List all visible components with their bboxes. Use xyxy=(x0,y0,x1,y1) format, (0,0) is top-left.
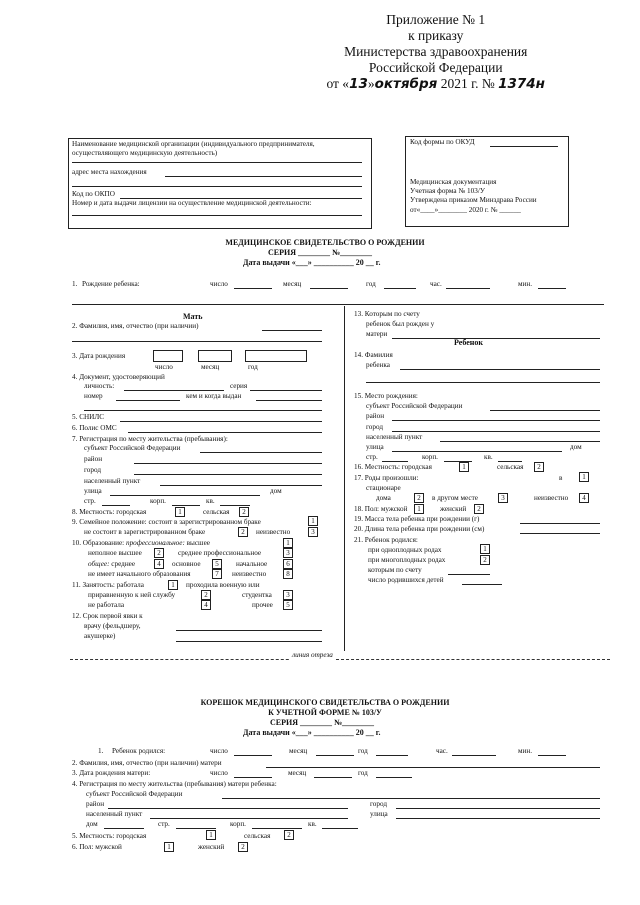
emp-notworking-box[interactable]: 4 xyxy=(201,600,211,610)
mother-name-line-2[interactable] xyxy=(72,341,322,342)
stub-s3-day-label: число xyxy=(210,769,228,777)
children-count-line[interactable] xyxy=(462,584,502,585)
child-i13-label: 13. Которым по счету xyxy=(354,310,420,318)
oms-line[interactable] xyxy=(128,432,322,433)
section-divider xyxy=(72,304,604,305)
stub-s3-year-label: год xyxy=(358,769,368,777)
mother-birth-year-label: год xyxy=(248,363,258,371)
mother-doc-type-line[interactable] xyxy=(124,390,224,391)
first-visit-line-2[interactable] xyxy=(176,641,322,642)
stub-rural-box[interactable]: 2 xyxy=(284,830,294,840)
stub-s5-label: 5. Местность: городская xyxy=(72,832,147,840)
child-i13-label-3: матери xyxy=(366,330,388,338)
mother-doc-series-label: серия xyxy=(230,382,248,390)
birth-min-label: мин. xyxy=(518,280,533,288)
marital-unknown-label: неизвестно xyxy=(256,528,291,536)
mother-apt-line[interactable] xyxy=(220,505,250,506)
first-visit-line[interactable] xyxy=(176,630,322,631)
org-name-line[interactable] xyxy=(72,162,362,163)
org-address-line-2[interactable] xyxy=(72,186,362,187)
child-locality-label: населенный пункт xyxy=(366,433,423,441)
stub-s3-month-line[interactable] xyxy=(314,777,352,778)
multiple-birth-label: при многоплодных родах xyxy=(368,556,446,564)
mother-doc-issued-label: кем и когда выдан xyxy=(186,392,242,400)
child-i15-label: 15. Место рождения: xyxy=(354,392,418,400)
child-district-label: район xyxy=(366,412,385,420)
child-i18-label: 18. Пол: мужской xyxy=(354,505,408,513)
mother-i7-label: 7. Регистрация по месту жительства (пребывания): xyxy=(72,435,228,443)
mother-i3-label: 3. Дата рождения xyxy=(72,352,126,360)
stub-month-label: месяц xyxy=(289,747,308,755)
stub-issue-date: Дата выдачи «___» __________ 20 __ г. xyxy=(243,728,381,737)
stub-korp-label: корп. xyxy=(230,820,246,828)
stub-district-label: район xyxy=(86,800,105,808)
child-apt-line[interactable] xyxy=(498,461,522,462)
birth-hour-line[interactable] xyxy=(446,288,490,289)
child-urban-box[interactable]: 1 xyxy=(459,462,469,472)
child-surname-line[interactable] xyxy=(400,369,600,370)
edu-incomplete-box[interactable]: 2 xyxy=(154,548,164,558)
emp-other-box[interactable]: 5 xyxy=(283,600,293,610)
edu-general-row: общее: среднее xyxy=(88,560,136,568)
married-box[interactable]: 1 xyxy=(308,516,318,526)
delivery-home-box[interactable]: 2 xyxy=(414,493,424,503)
birth-row-label: Рождение ребенка: xyxy=(82,280,140,288)
mother-birth-year-cells[interactable] xyxy=(245,350,307,362)
child-street-label: улица xyxy=(366,443,384,451)
edu-secondary-prof-label: среднее профессиональное xyxy=(178,549,262,557)
child-rural-label: сельская xyxy=(497,463,524,471)
multiple-birth-box[interactable]: 2 xyxy=(480,555,490,565)
child-i14-label-2: ребенка xyxy=(366,361,390,369)
stub-series: СЕРИЯ ________ №________ xyxy=(270,718,375,727)
child-i17-label: 17. Роды произошли: xyxy=(354,474,419,482)
delivery-hospital-label: стационаре xyxy=(366,484,401,492)
mother-i8-label: 8. Местность: городская xyxy=(72,508,147,516)
edu-incomplete-label: неполное высшее xyxy=(88,549,142,557)
mother-korp-line[interactable] xyxy=(172,505,200,506)
delivery-home-label: дома xyxy=(376,494,391,502)
child-rural-box[interactable]: 2 xyxy=(534,462,544,472)
child-i14-label: 14. Фамилия xyxy=(354,351,393,359)
license-label: Номер и дата выдачи лицензии на осуществление медицинской деятельности: xyxy=(72,199,312,207)
edu-secondary-prof-box[interactable]: 3 xyxy=(283,548,293,558)
stub-female-box[interactable]: 2 xyxy=(238,842,248,852)
mother-locality-line[interactable] xyxy=(160,485,322,486)
birth-order-line[interactable] xyxy=(392,338,600,339)
edu-primary-label: начальное xyxy=(236,560,268,568)
approval-line4: Российской Федерации xyxy=(368,60,503,75)
edu-secondary-box[interactable]: 4 xyxy=(154,559,164,569)
sex-female-box[interactable]: 2 xyxy=(474,504,484,514)
single-birth-label: при одноплодных родах xyxy=(368,546,442,554)
approval-date: от «13»октября 2021 г. № 1374н xyxy=(326,76,545,92)
stub-s3-day-line[interactable] xyxy=(234,777,272,778)
mother-locality-label: населенный пункт xyxy=(84,477,141,485)
license-line[interactable] xyxy=(72,215,362,216)
stub-urban-box[interactable]: 1 xyxy=(206,830,216,840)
mother-subject-line[interactable] xyxy=(200,452,322,453)
mother-i5-label: 5. СНИЛС xyxy=(72,413,105,421)
cert-issue-date: Дата выдачи «___» __________ 20 __ г. xyxy=(243,258,381,267)
mother-building-label: стр. xyxy=(84,497,96,505)
child-building-label: стр. xyxy=(366,453,378,461)
birth-min-line[interactable] xyxy=(538,288,566,289)
mother-i10-label: 10. Образование: профессиональное: высшее xyxy=(72,539,210,547)
mother-name-line[interactable] xyxy=(262,330,322,331)
mother-district-line[interactable] xyxy=(134,463,322,464)
org-address-label: адрес места нахождения xyxy=(72,168,147,176)
mother-street-line[interactable] xyxy=(110,495,260,496)
stub-hour-label: час. xyxy=(436,747,448,755)
okud-line[interactable] xyxy=(490,146,558,147)
handwritten-month: октября xyxy=(374,76,438,92)
stub-hour-line[interactable] xyxy=(452,755,496,756)
child-apt-label: кв. xyxy=(484,453,493,461)
stub-female-label: женский xyxy=(198,843,225,851)
stub-street-line[interactable] xyxy=(396,818,600,819)
single-birth-box[interactable]: 1 xyxy=(480,544,490,554)
column-divider xyxy=(344,306,345,651)
edu-none-label: не имеет начального образования xyxy=(88,570,191,578)
delivery-unknown-label: неизвестно xyxy=(534,494,569,502)
emp-student-label: студентка xyxy=(242,591,272,599)
delivery-unknown-box[interactable]: 4 xyxy=(579,493,589,503)
child-subject-label: субъект Российской Федерации xyxy=(366,402,463,410)
mother-doc-number-label: номер xyxy=(84,392,103,400)
stub-s1-num: 1. xyxy=(98,747,104,755)
mother-i6-label: 6. Полис ОМС xyxy=(72,424,117,432)
birth-number-label: которым по счету xyxy=(368,566,422,574)
stub-rural-label: сельская xyxy=(244,832,271,840)
doc-line-1: Медицинская документация xyxy=(410,178,497,186)
sex-male-box[interactable]: 1 xyxy=(414,504,424,514)
approval-block xyxy=(326,12,545,92)
stub-district-line[interactable] xyxy=(108,808,348,809)
mother-urban-box[interactable]: 1 xyxy=(175,507,185,517)
doc-line-2: Учетная форма № 103/У xyxy=(410,187,485,195)
stub-locality-line[interactable] xyxy=(150,818,348,819)
delivery-other-box[interactable]: 3 xyxy=(498,493,508,503)
mother-doc-issued-line-2[interactable] xyxy=(84,410,322,411)
doc-line-4: от«____»________ 2020 г. № ______ xyxy=(410,206,521,214)
birth-month-line[interactable] xyxy=(310,288,348,289)
org-name-label-2: осуществляющего медицинскую деятельность) xyxy=(72,149,218,157)
okud-label: Код формы по ОКУД xyxy=(410,138,475,146)
emp-other-label: прочее xyxy=(252,601,273,609)
certificate-title: МЕДИЦИНСКОЕ СВИДЕТЕЛЬСТВО О РОЖДЕНИИ xyxy=(225,238,425,247)
stub-subject-label: субъект Российской Федерации xyxy=(86,790,183,798)
not-married-box[interactable]: 2 xyxy=(238,527,248,537)
emp-notworking-label: не работала xyxy=(88,601,125,609)
stub-mother-name-line[interactable] xyxy=(266,767,600,768)
edu-basic-box[interactable]: 5 xyxy=(212,559,222,569)
cert-series: СЕРИЯ ________ №________ xyxy=(268,248,373,257)
approval-line1: Приложение № 1 xyxy=(386,12,486,27)
edu-none-box[interactable]: 7 xyxy=(212,569,222,579)
children-count-label: число родившихся детей xyxy=(368,576,444,584)
stub-min-label: мин. xyxy=(518,747,533,755)
okpo-label: Код по ОКПО xyxy=(72,190,115,198)
mother-street-label: улица xyxy=(84,487,102,495)
mother-i9-label: 9. Семейное положение: состоит в зарегистрированном браке xyxy=(72,518,261,526)
mother-i2-label: 2. Фамилия, имя, отчество (при наличии) xyxy=(72,322,199,330)
delivery-hospital-box[interactable]: 1 xyxy=(579,472,589,482)
mother-birth-day-cells[interactable] xyxy=(153,350,183,362)
emp-working-box[interactable]: 1 xyxy=(168,580,178,590)
mother-city-label: город xyxy=(84,466,101,474)
mother-i4-label: 4. Документ, удостоверяющий xyxy=(72,373,165,381)
mother-i4-label-2: личность: xyxy=(84,382,115,390)
edu-higher-box[interactable]: 1 xyxy=(283,538,293,548)
handwritten-number: 1374н xyxy=(498,76,545,92)
edu-unknown-label: неизвестно xyxy=(232,570,267,578)
approval-line3: Министерства здравоохранения xyxy=(344,44,528,59)
delivery-in-label: в xyxy=(559,474,563,482)
birth-row-num: 1. xyxy=(72,280,78,288)
child-house-label: дом xyxy=(570,443,582,451)
stub-s3-year-line[interactable] xyxy=(376,777,412,778)
stub-year-line[interactable] xyxy=(376,755,408,756)
stub-min-line[interactable] xyxy=(538,755,566,756)
stub-day-line[interactable] xyxy=(234,755,272,756)
stub-month-line[interactable] xyxy=(316,755,354,756)
mother-apt-label: кв. xyxy=(206,497,215,505)
mother-city-line[interactable] xyxy=(134,474,322,475)
approval-line2: к приказу xyxy=(408,28,464,43)
child-city-line[interactable] xyxy=(392,431,600,432)
child-subject-line[interactable] xyxy=(490,410,600,411)
birth-year-line[interactable] xyxy=(384,288,416,289)
stub-s3-label: 3. Дата рождения матери: xyxy=(72,769,151,777)
mother-birth-month-cells[interactable] xyxy=(198,350,232,362)
birth-hour-label: час. xyxy=(430,280,442,288)
child-surname-line-2[interactable] xyxy=(366,382,600,383)
mother-i12-label-2: врачу (фельдшеру, xyxy=(84,622,141,630)
stub-house-label: дом xyxy=(86,820,98,828)
child-i16-label: 16. Местность: городская xyxy=(354,463,432,471)
stub-day-label: число xyxy=(210,747,228,755)
child-building-line[interactable] xyxy=(382,461,408,462)
mother-rural-label: сельская xyxy=(203,508,230,516)
edu-basic-label: основное xyxy=(172,560,201,568)
handwritten-day: 13 xyxy=(349,76,368,92)
mother-doc-number-line[interactable] xyxy=(116,400,180,401)
stub-locality-label: населенный пункт xyxy=(86,810,143,818)
stub-s4-label: 4. Регистрация по месту жительства (пребывания) матери ребенка: xyxy=(72,780,277,788)
edu-primary-box[interactable]: 6 xyxy=(283,559,293,569)
stub-building-label: стр. xyxy=(158,820,170,828)
birth-year-label: год xyxy=(366,280,376,288)
child-header: Ребенок xyxy=(454,338,483,347)
stub-subject-line[interactable] xyxy=(222,798,600,799)
child-city-label: город xyxy=(366,423,383,431)
weight-line[interactable] xyxy=(520,523,600,524)
emp-civil-label: приравненную к ней службу xyxy=(88,591,176,599)
mother-header: Мать xyxy=(183,312,203,321)
stub-year-label: год xyxy=(358,747,368,755)
stub-building-line[interactable] xyxy=(176,828,216,829)
stub-s6-label: 6. Пол: мужской xyxy=(72,843,122,851)
mother-doc-series-line[interactable] xyxy=(250,390,322,391)
cut-line xyxy=(70,659,610,660)
mother-district-label: район xyxy=(84,455,103,463)
mother-subject-label: субъект Российской Федерации xyxy=(84,444,181,452)
emp-student-box[interactable]: 3 xyxy=(283,590,293,600)
child-i20-label: 20. Длина тела ребенка при рождении (см) xyxy=(354,525,485,533)
mother-i12-label-3: акушерке) xyxy=(84,632,116,640)
child-i21-label: 21. Ребенок родился: xyxy=(354,536,418,544)
stub-s1-label: Ребенок родился: xyxy=(112,747,166,755)
stub-s3-month-label: месяц xyxy=(288,769,307,777)
edu-unknown-box[interactable]: 8 xyxy=(283,569,293,579)
child-street-line[interactable] xyxy=(392,451,562,452)
stub-city-line[interactable] xyxy=(396,808,600,809)
length-line[interactable] xyxy=(520,533,600,534)
stub-city-label: город xyxy=(370,800,387,808)
mother-i11-label: 11. Занятость: работала xyxy=(72,581,144,589)
cut-line-label: линия отреза xyxy=(292,651,333,659)
mother-rural-box[interactable]: 2 xyxy=(239,507,249,517)
stub-korp-line[interactable] xyxy=(252,828,302,829)
stub-title-1: КОРЕШОК МЕДИЦИНСКОГО СВИДЕТЕЛЬСТВА О РОЖДЕНИИ xyxy=(200,698,450,707)
mother-birth-month-label: месяц xyxy=(201,363,220,371)
emp-military-label: проходила военную или xyxy=(186,581,260,589)
stub-street-label: улица xyxy=(370,810,388,818)
mother-house-label: дом xyxy=(270,487,282,495)
delivery-other-label: в другом месте xyxy=(432,494,478,502)
snils-line[interactable] xyxy=(120,421,322,422)
birth-day-label: число xyxy=(210,280,228,288)
stub-apt-line[interactable] xyxy=(322,828,358,829)
stub-male-box[interactable]: 1 xyxy=(164,842,174,852)
child-i19-label: 19. Масса тела ребенка при рождении (г) xyxy=(354,515,480,523)
not-married-label: не состоит в зарегистрированном браке xyxy=(84,528,206,536)
child-locality-line[interactable] xyxy=(440,441,600,442)
stub-title-2: К УЧЕТНОЙ ФОРМЕ № 103/У xyxy=(268,708,382,717)
mother-korp-label: корп. xyxy=(150,497,166,505)
mother-birth-day-label: число xyxy=(155,363,173,371)
sex-female-label: женский xyxy=(440,505,467,513)
birth-month-label: месяц xyxy=(283,280,302,288)
child-korp-label: корп. xyxy=(422,453,438,461)
child-i13-label-2: ребенок был рожден у xyxy=(366,320,435,328)
org-name-label-1: Наименование медицинской организации (индивидуального предпринимателя, xyxy=(72,140,315,148)
birth-day-line[interactable] xyxy=(234,288,272,289)
child-district-line[interactable] xyxy=(392,420,600,421)
marital-unknown-box[interactable]: 3 xyxy=(308,527,318,537)
birth-number-line[interactable] xyxy=(448,574,490,575)
doc-line-3: Утверждена приказом Минздрава России xyxy=(410,196,537,204)
stub-apt-label: кв. xyxy=(308,820,317,828)
emp-military-box[interactable]: 2 xyxy=(201,590,211,600)
mother-i12-label: 12. Срок первой явки к xyxy=(72,612,143,620)
stub-s2-label: 2. Фамилия, имя, отчество (при наличии) матери xyxy=(72,759,222,767)
mother-doc-issued-line[interactable] xyxy=(256,400,322,401)
org-address-line[interactable] xyxy=(165,176,362,177)
stub-house-line[interactable] xyxy=(104,828,144,829)
mother-building-line[interactable] xyxy=(102,505,130,506)
